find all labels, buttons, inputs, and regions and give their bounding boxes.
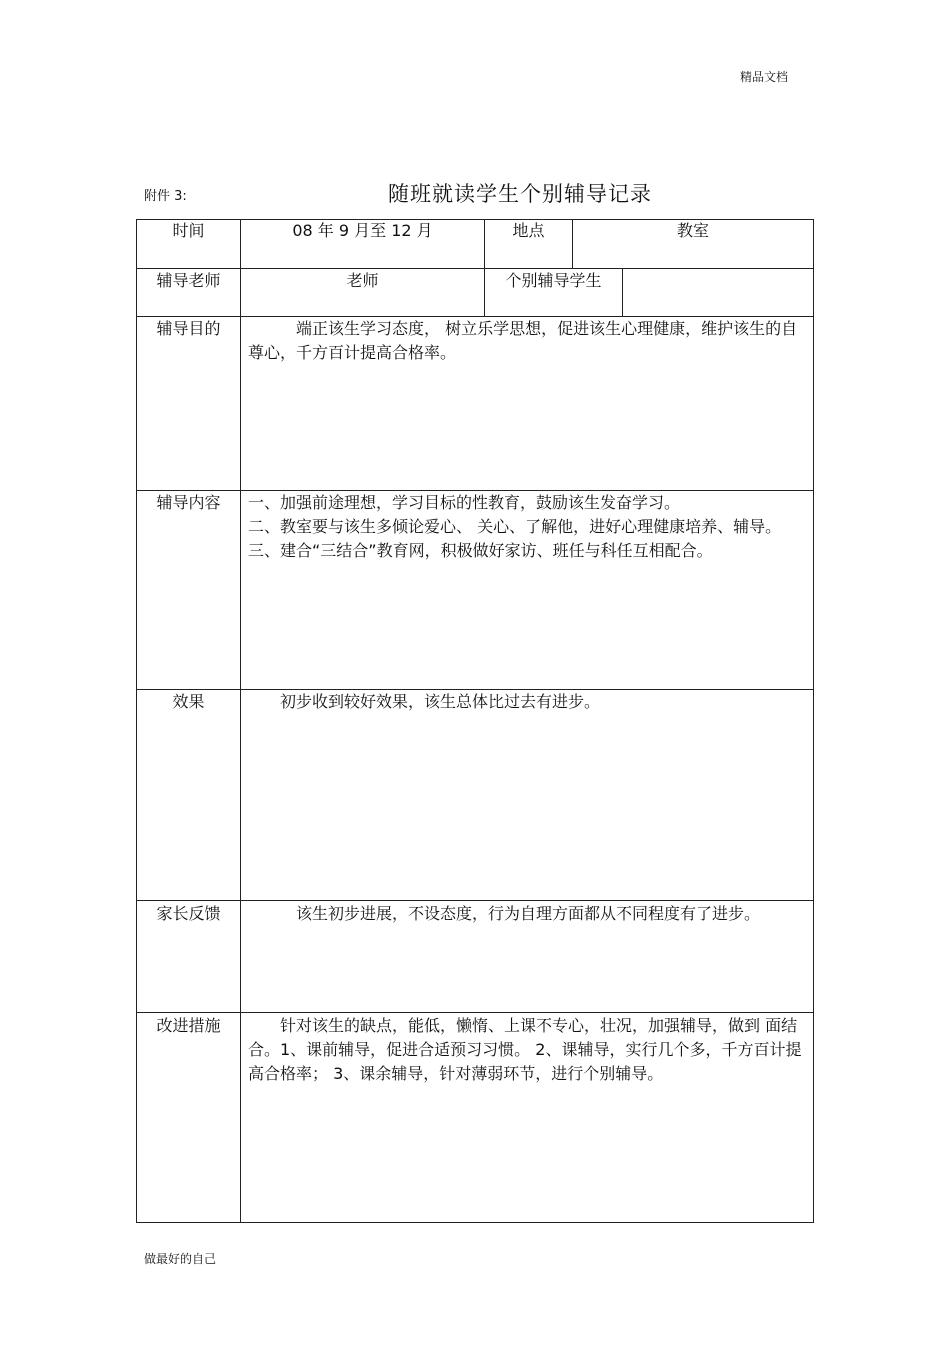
student-label: 个别辅导学生 bbox=[505, 271, 602, 290]
teacher-value: 老师 bbox=[346, 271, 379, 290]
table-row-divider bbox=[136, 1012, 814, 1013]
header-watermark-text: 精品文档 bbox=[740, 70, 789, 84]
effect-text bbox=[248, 690, 804, 714]
feedback-paragraph: 该生初步进展，不设态度，行为自理方面都从不同程度有了进步。 bbox=[296, 904, 761, 923]
content-item: 一、加强前途理想，学习目标的性教育，鼓励该生发奋学习。 bbox=[248, 493, 681, 512]
attachment-label: 附件 3: bbox=[144, 189, 187, 204]
table-border-left bbox=[136, 219, 137, 1223]
teacher-label: 辅导老师 bbox=[156, 271, 221, 290]
improve-label: 改进措施 bbox=[156, 1016, 221, 1035]
purpose-label: 辅导目的 bbox=[156, 319, 221, 338]
content-item: 二、教室要与该生多倾论爱心、 关心、了解他，进好心理健康培养、辅导。 bbox=[248, 517, 782, 536]
place-label: 地点 bbox=[512, 221, 545, 240]
improve-text bbox=[248, 1014, 804, 1086]
feedback-label: 家长反馈 bbox=[156, 904, 221, 923]
feedback-text bbox=[248, 902, 778, 926]
page-title: 随班就读学生个别辅导记录 bbox=[388, 182, 652, 206]
table-row-divider bbox=[136, 900, 814, 901]
table-column-divider bbox=[622, 268, 623, 316]
table-border-right bbox=[813, 219, 814, 1223]
content-label: 辅导内容 bbox=[156, 493, 221, 512]
effect-paragraph: 初步收到较好效果，该生总体比过去有进步。 bbox=[280, 692, 601, 711]
effect-label: 效果 bbox=[172, 692, 205, 711]
improve-paragraph: 针对该生的缺点，能低，懒惰、上课不专心，壮况，加强辅导，做到 面结合。1、课前辅导，促进合适预习习惯。 2、课辅导，实行几个多，千方百计提高合格率； 3、课余辅导，针对薄弱环节，进行个别辅导。 bbox=[248, 1016, 802, 1083]
time-label: 时间 bbox=[172, 221, 205, 240]
place-value: 教室 bbox=[676, 221, 709, 240]
content-item: 三、建合“三结合”教育网，积极做好家访、班任与科任互相配合。 bbox=[248, 541, 713, 560]
purpose-paragraph: 端正该生学习态度， 树立乐学思想，促进该生心理健康，维护该生的自尊心，千方百计提高合格率。 bbox=[248, 319, 798, 362]
purpose-text bbox=[248, 317, 804, 365]
table-border-bottom bbox=[136, 1222, 814, 1223]
content-list bbox=[248, 491, 804, 563]
time-value: 08 年 9 月至 12 月 bbox=[292, 221, 433, 240]
footer-text: 做最好的自己 bbox=[144, 1252, 217, 1266]
table-column-divider bbox=[240, 219, 241, 1223]
